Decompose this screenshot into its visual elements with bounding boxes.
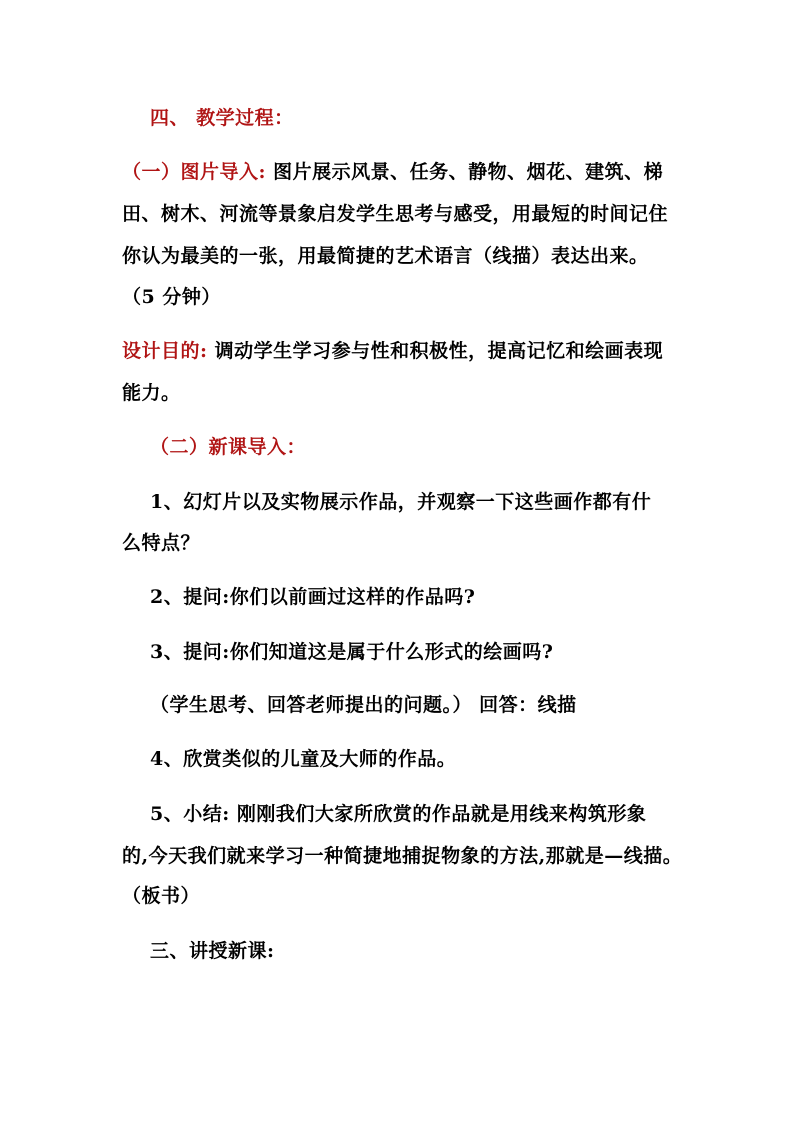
part-one-label: （一）图片导入: [122,161,267,183]
section-four-heading: 四、 教学过程： [150,107,294,129]
part-one-text: 图片展示风景、任务、静物、烟花、建筑、梯 [266,161,664,183]
item-2: 2、提问:你们以前画过这样的作品吗? [150,586,476,608]
part-one-line-2: 田、树木、河流等景象启发学生思考与感受，用最短的时间记住 [122,203,669,225]
section-three-heading: 三、讲授新课: [150,940,275,962]
part-one-line-1 [122,160,663,184]
design-purpose-line-1 [122,339,663,363]
design-purpose-text: 调动学生学习参与性和积极性，提高记忆和绘画表现 [207,340,664,362]
part-one-line-4: （5 分钟） [122,286,221,308]
part-two-heading: （二）新课导入： [150,436,307,458]
design-purpose-line-2: 能力。 [122,382,181,404]
item-5-line-3: （板书） [122,885,201,907]
item-4: 4、欣赏类似的儿童及大师的作品。 [150,748,457,770]
item-1-line-2: 么特点？ [122,532,201,554]
design-purpose-label: 设计目的: [122,340,208,362]
item-3: 3、提问:你们知道这是属于什么形式的绘画吗? [150,641,554,663]
item-5-line-2: 的,今天我们就来学习一种简捷地捕捉物象的方法,那就是—线描。 [122,845,683,867]
item-1-line-1: 1、幻灯片以及实物展示作品，并观察一下这些画作都有什 [150,491,652,513]
part-one-line-3: 你认为最美的一张，用最简捷的艺术语言（线描）表达出来。 [122,245,649,267]
item-5-line-1: 5、小结: 刚刚我们大家所欣赏的作品就是用线来构筑形象 [150,803,647,825]
student-answer: （学生思考、回答老师提出的问题。） 回答：线描 [150,694,577,716]
